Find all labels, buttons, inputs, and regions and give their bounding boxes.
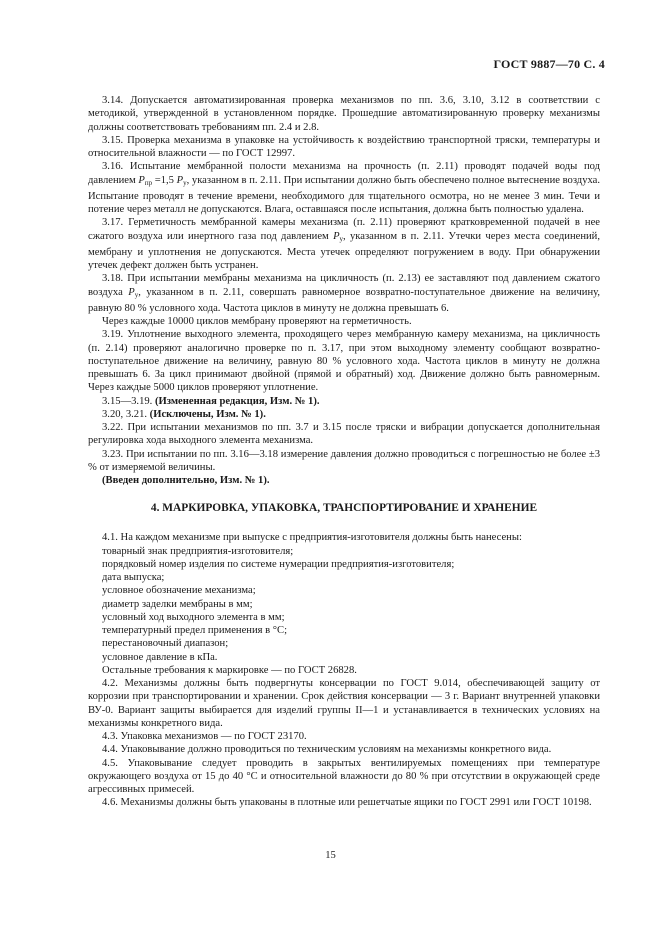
text-run: 3.16. Испытание мембранной полости механизма на прочность (п. 2.11) проводят подачей воды под давлением	[88, 161, 600, 186]
paragraph-4-1-continuation: Остальные требования к маркировке — по ГОСТ 26828.	[102, 664, 357, 676]
pressure-symbol: P	[176, 174, 184, 186]
text-run: , указанном в п. 2.11. При испытании должно быть обеспечено полное вытеснение воздуха. Испытание проводят в течение времени, необходимого для тщательного осмотра, но не менее 3 мин. Течи и потение через металл не допускаются. Влага, оставшаяся после испытания, должна быть полностью удалена.	[88, 174, 601, 215]
amendment-bold: (Измененная редакция, Изм. № 1).	[154, 395, 320, 407]
marking-list	[88, 545, 600, 664]
page-number: 15	[325, 850, 336, 861]
amendment-note-added: (Введен дополнительно, Изм. № 1).	[102, 475, 270, 486]
list-item: температурный предел применения в °С;	[102, 625, 288, 636]
list-item: дата выпуска;	[102, 572, 165, 583]
page-content	[88, 94, 600, 810]
paragraph-4-6: 4.6. Механизмы должны быть упакованы в плотные или решетчатые ящики по ГОСТ 2991 или ГОСТ 10198.	[102, 797, 592, 809]
paragraph-3-23: 3.23. При испытании по пп. 3.16—3.18 измерение давления должно проводиться с погрешностью не более ±3 % от измеряемой величины.	[88, 448, 600, 473]
paragraph-3-22: 3.22. При испытании механизмов по пп. 3.7 и 3.15 после тряски и вибрации допускается дополнительная регулировка хода выходного элемента механизма.	[88, 422, 600, 447]
paragraph-4-4: 4.4. Упаковывание должно проводиться по техническим условиям на механизмы конкретного вида.	[102, 744, 552, 756]
paragraph-3-14: 3.14. Допускается автоматизированная проверка механизмов по пп. 3.6, 3.10, 3.12 в соответствии с методикой, утвержденной в установленном порядке. Прошедшие автоматизированную проверку механизмы должны соответствовать требованиям пп. 2.4 и 2.8.	[88, 95, 600, 133]
text-run: 3.20, 3.21.	[102, 408, 150, 420]
paragraph-4-5: 4.5. Упаковывание следует проводить в закрытых вентилируемых помещениях при температуре окружающего воздуха от 15 до 40 °С и относительной влажности до 80 % при отсутствии в окружающей среде агрессивных примесей.	[88, 757, 600, 795]
amendment-bold: (Исключены, Изм. № 1).	[149, 408, 266, 420]
paragraph-3-16	[88, 160, 600, 216]
amendment-note-3-15-3-19	[88, 395, 600, 408]
text-run: 3.18. При испытании мембраны механизма на цикличность (п. 2.13) ее заставляют под давлением сжатого воздуха	[88, 273, 600, 298]
paragraph-3-15: 3.15. Проверка механизма в упаковке на устойчивость к воздействию транспортной тряски, температуры и относительной влажности — по ГОСТ 12997.	[88, 134, 600, 159]
text-run: , указанном в п. 2.11, совершать равномерное возвратно-поступательное движение на величину, равную 80 % условного хода. Частота циклов в минуту не должна превышать 6.	[88, 286, 600, 314]
paragraph-4-1: 4.1. На каждом механизме при выпуске с предприятия-изготовителя должны быть нанесены:	[102, 532, 522, 544]
text-run: =1,5	[152, 174, 177, 186]
amendment-note-3-20-3-21	[88, 408, 600, 421]
section-4-heading: 4. МАРКИРОВКА, УПАКОВКА, ТРАНСПОРТИРОВАНИЕ И ХРАНЕНИЕ	[150, 502, 538, 515]
list-item: перестановочный диапазон;	[102, 638, 229, 650]
list-item: условный ход выходного элемента в мм;	[102, 611, 285, 623]
text-run: 3.15—3.19.	[102, 395, 155, 407]
subscript: пр	[144, 178, 153, 187]
list-item: порядковый номер изделия по системе нумерации предприятия-изготовителя;	[102, 558, 455, 570]
pressure-symbol: P	[333, 230, 340, 242]
subscript: у	[183, 178, 187, 187]
page-header: ГОСТ 9887—70 С. 4	[493, 57, 605, 71]
paragraph-4-2: 4.2. Механизмы должны быть подвергнуты консервации по ГОСТ 9.014, обеспечивающей защиту от коррозии при транспортировании и хранении. Срок действия консервации — 3 г. Вариант внутренней упаковки ВУ-0. Вариант защиты выбирается для изделий группы II—1 и устанавливается в технических условиях на механизмы конкретного вида.	[88, 678, 600, 729]
list-item: диаметр заделки мембраны в мм;	[102, 598, 253, 610]
pressure-symbol: P	[128, 286, 135, 298]
pressure-symbol: P	[138, 174, 145, 186]
paragraph-3-17	[88, 216, 600, 272]
paragraph-3-18	[88, 272, 600, 315]
paragraph-3-18-continuation: Через каждые 10000 циклов мембрану проверяют на герметичность.	[102, 316, 412, 327]
paragraph-4-3: 4.3. Упаковка механизмов — по ГОСТ 23170.	[102, 731, 307, 742]
subscript: у	[339, 234, 344, 243]
subscript: у	[134, 290, 139, 299]
text-run: , указанном в п. 2.11. Утечки через места соединений, мембрану и уплотнения не допускаются. Места утечек определяют погружением в воду. При обнаружении утечек дефект должен быть устранен.	[88, 230, 601, 271]
list-item: условное обозначение механизма;	[102, 585, 256, 597]
paragraph-3-19: 3.19. Уплотнение выходного элемента, проходящего через мембранную камеру механизма, на цикличность (п. 2.14) проверяют аналогично проверке по п. 3.17, при этом выходному элементу сообщают возвратно-поступательное движение на величину, равную 80 % условного хода. Частота циклов в минуту не должна превышать 6. За цикл принимают двойной (прямой и обратный) ход. Движение должно быть равномерным. Через каждые 5000 циклов проверяют уплотнение.	[88, 329, 600, 394]
text-run: 3.17. Герметичность мембранной камеры механизма (п. 2.11) проверяют кратковременной подачей в нее сжатого воздуха или инертного газа под давлением	[88, 217, 600, 242]
list-item: условное давление в кПа.	[102, 651, 218, 663]
list-item: товарный знак предприятия-изготовителя;	[102, 545, 294, 557]
